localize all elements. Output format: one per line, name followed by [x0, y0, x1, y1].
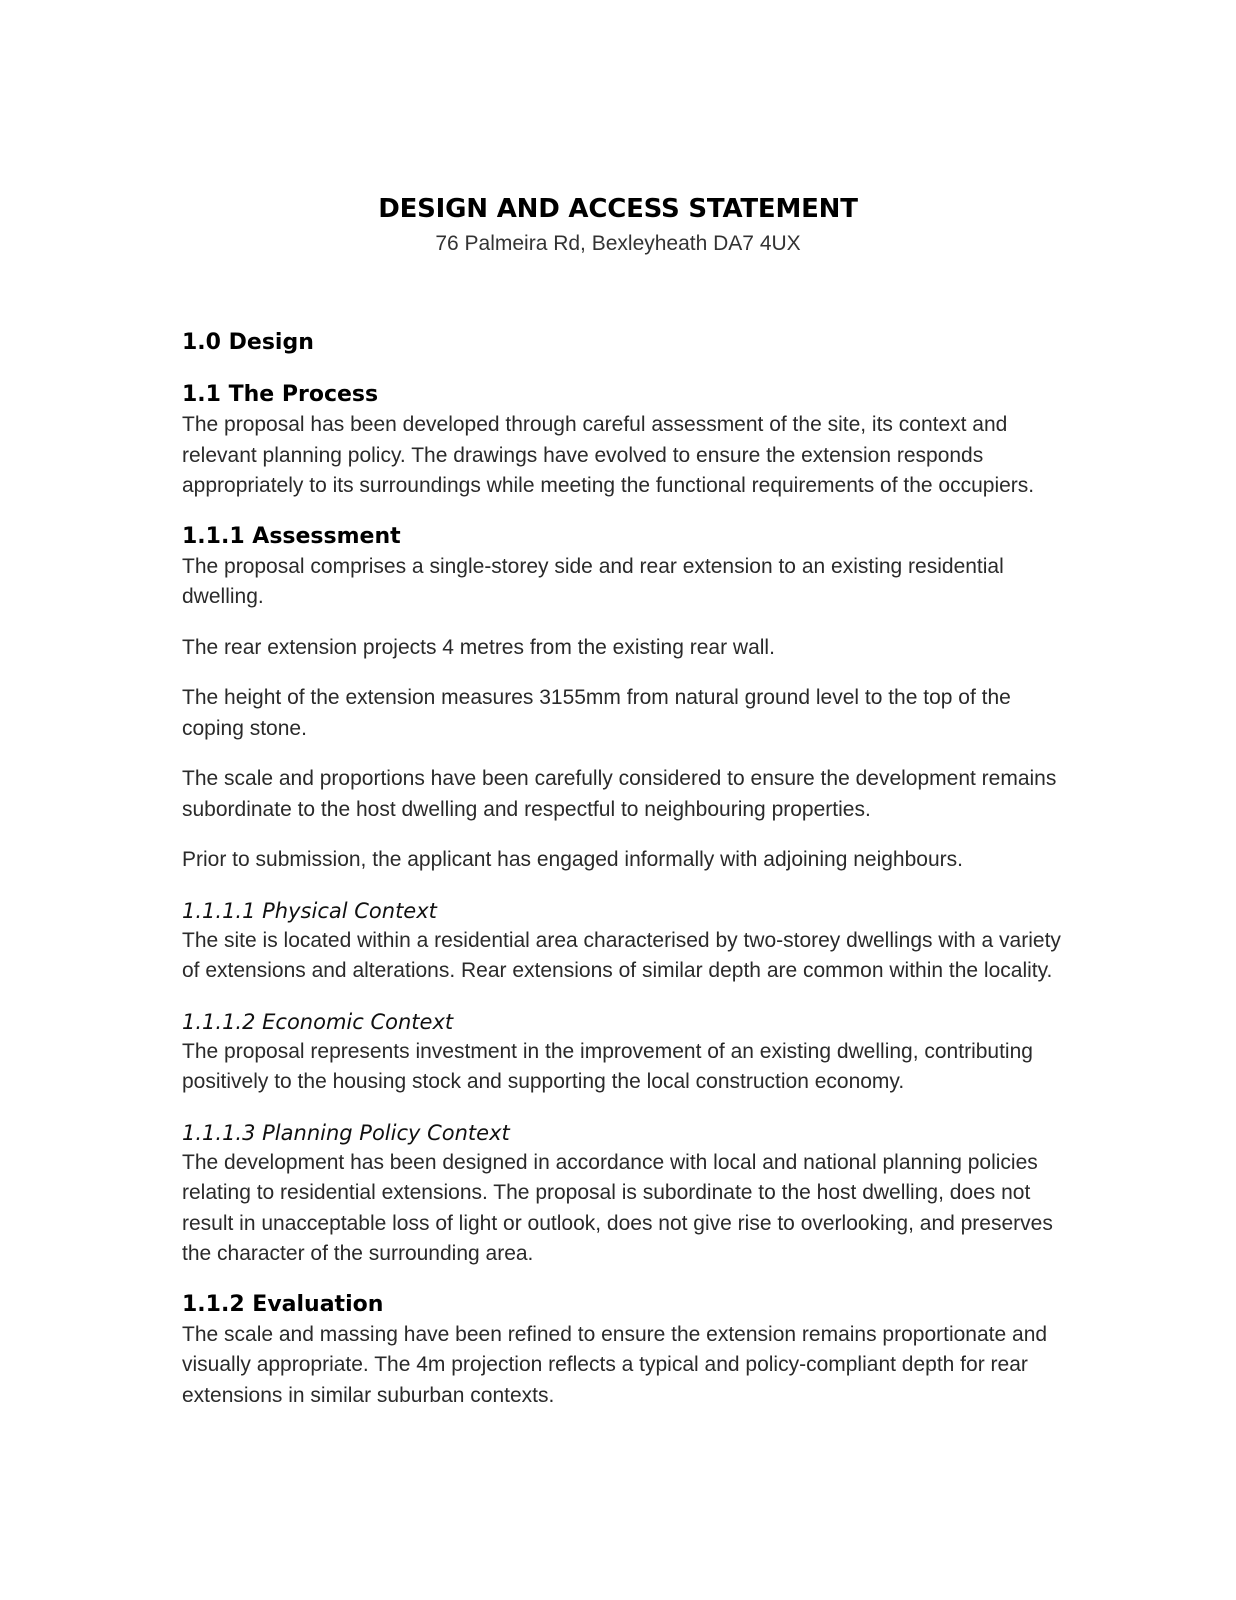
paragraph-assessment-1: The proposal comprises a single-storey side and rear extension to an existing residential dwelling. — [182, 554, 1004, 608]
heading-evaluation: 1.1.2 Evaluation — [182, 1291, 384, 1317]
section-process — [182, 380, 1062, 502]
document-address: 76 Palmeira Rd, Bexleyheath DA7 4UX — [435, 232, 801, 255]
section-planning-context — [182, 1118, 1062, 1270]
paragraph-economic-context: The proposal represents investment in the improvement of an existing dwelling, contributing positively to the housing stock and supporting the local construction economy. — [182, 1039, 1033, 1093]
paragraph-evaluation: The scale and massing have been refined to ensure the extension remains proportionate and visually appropriate. The 4m projection reflects a typical and policy-compliant depth for rear extensions in similar suburban contexts. — [182, 1322, 1048, 1407]
section-physical-context — [182, 896, 1062, 987]
paragraph-assessment-5: Prior to submission, the applicant has engaged informally with adjoining neighbours. — [182, 848, 963, 871]
paragraph-planning-context: The development has been designed in accordance with local and national planning policies relating to residential extensions. The proposal is subordinate to the host dwelling, does not result in unacceptable loss of light or outlook, does not give rise to overlooking, and preserves the character of the surrounding area. — [182, 1150, 1053, 1265]
section-assessment — [182, 522, 1062, 876]
section-economic-context — [182, 1007, 1062, 1098]
heading-design: 1.0 Design — [182, 330, 314, 355]
heading-assessment: 1.1.1 Assessment — [182, 523, 401, 549]
document-title: DESIGN AND ACCESS STATEMENT — [378, 194, 858, 224]
paragraph-assessment-4: The scale and proportions have been carefully considered to ensure the development remains subordinate to the host dwelling and respectful to neighbouring properties. — [182, 767, 1057, 821]
paragraph-physical-context: The site is located within a residential area characterised by two-storey dwellings with a variety of extensions and alterations. Rear extensions of similar depth are common within the locality. — [182, 928, 1061, 982]
document-body — [182, 328, 1062, 1431]
paragraph-assessment-2: The rear extension projects 4 metres from the existing rear wall. — [182, 635, 775, 659]
section-evaluation — [182, 1290, 1062, 1412]
paragraph-process: The proposal has been developed through careful assessment of the site, its context and relevant planning policy. The drawings have evolved to ensure the extension responds appropriately to its surroundings while meeting the functional requirements of the occupiers. — [182, 413, 1035, 497]
heading-economic-context: 1.1.1.2 Economic Context — [182, 1009, 454, 1034]
heading-process: 1.1 The Process — [182, 382, 379, 407]
heading-physical-context: 1.1.1.1 Physical Context — [182, 898, 437, 923]
heading-planning-context: 1.1.1.3 Planning Policy Context — [182, 1120, 510, 1145]
paragraph-assessment-3: The height of the extension measures 3155mm from natural ground level to the top of the coping stone. — [182, 686, 1011, 740]
